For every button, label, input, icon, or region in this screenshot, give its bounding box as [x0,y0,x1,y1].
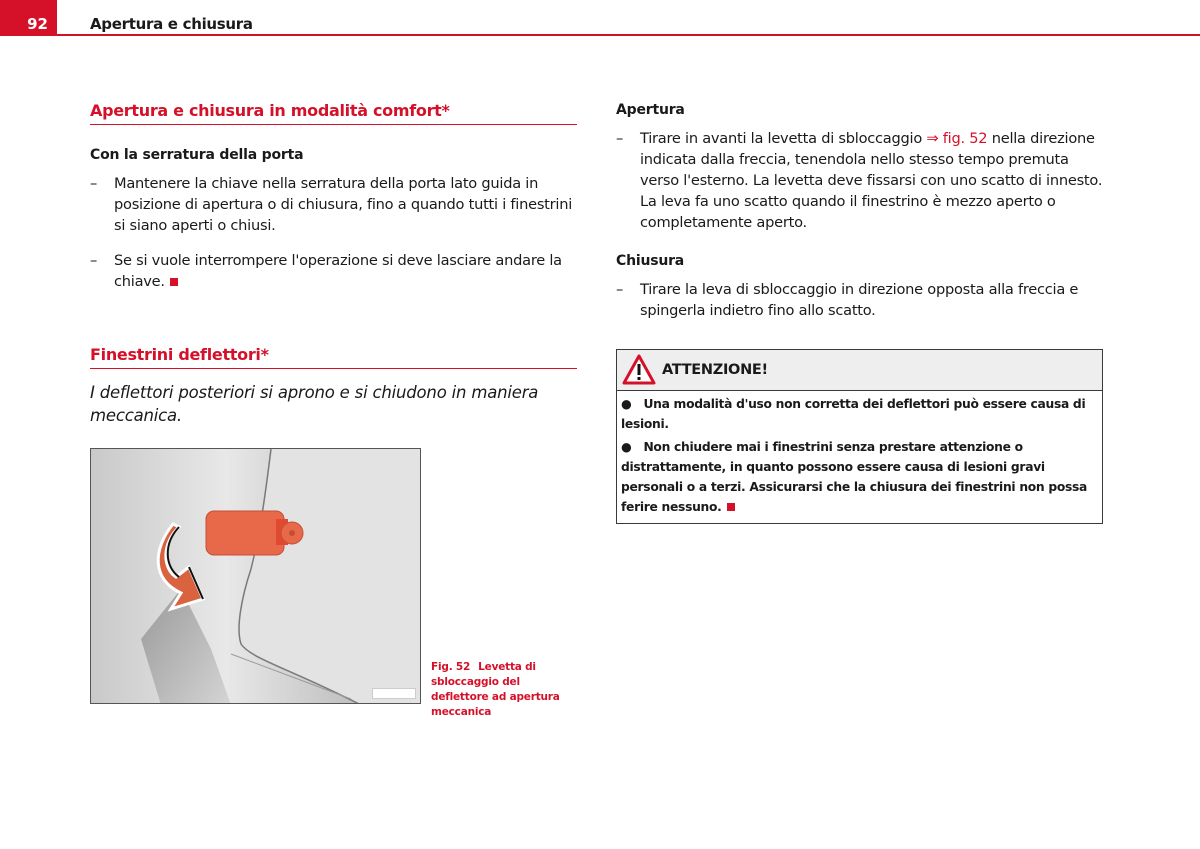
warning-item [621,394,1098,434]
warning-text: Non chiudere mai i finestrini senza prestare attenzione o distrattamente, in quanto possono essere causa di lesioni gravi personali o a terzi. Assicurarsi che la chiusura dei finestrini non possa ferire nessuno. [621,440,1088,514]
figure-52-illustration [90,448,421,704]
warning-triangle-icon [622,354,656,385]
dash-marker: – [616,130,624,147]
figure-caption-text: Levetta di sbloccaggio del deflettore ad apertura meccanica [431,661,560,718]
section-title-deflectors: Finestrini deflettori* [90,345,577,369]
figure-caption [431,660,577,720]
subtitle-chiusura: Chiusura [616,253,685,269]
warning-header [617,350,1102,391]
step-item [616,279,1103,321]
chapter-title: Apertura e chiusura [90,15,253,33]
figure-number: Fig. 52 [431,661,471,673]
figure-reference-link[interactable]: ⇒ fig. 52 [926,130,988,147]
bullet-icon: ● [621,397,632,411]
intro-text: I deflettori posteriori si aprono e si chiudono in maniera meccanica. [90,383,539,425]
subtitle-door-lock: Con la serratura della porta [90,147,304,163]
step-text: nella direzione indicata dalla freccia, tenendola nello stesso tempo premuta verso l'esterno. La levetta deve fissarsi con uno scatto di innesto. La leva fa uno scatto quando il finestrino è mezzo aperto o completamente aperto. [640,130,1103,231]
end-of-section-mark-icon [727,503,735,511]
step-text: Se si vuole interrompere l'operazione si deve lasciare andare la chiave. [114,252,562,290]
step-text: Tirare la leva di sbloccaggio in direzione opposta alla freccia e spingerla indietro fino allo scatto. [640,281,1079,319]
warning-box [616,349,1103,524]
dash-marker: – [90,252,98,269]
deflector-latch-illustration [91,449,421,704]
step-item [90,250,577,292]
header-divider [57,34,1200,36]
section-title-comfort: Apertura e chiusura in modalità comfort* [90,101,577,125]
step-text: Tirare in avanti la levetta di sbloccaggio [640,130,927,147]
warning-text: Una modalità d'uso non corretta dei deflettori può essere causa di lesioni. [621,397,1086,431]
warning-body [617,391,1102,523]
figure-reference-code [372,688,416,699]
dash-marker: – [90,175,98,192]
subtitle-apertura: Apertura [616,102,685,118]
step-text: Mantenere la chiave nella serratura della porta lato guida in posizione di apertura o di chiusura, fino a quando tutti i finestrini si siano aperti o chiusi. [114,175,573,234]
step-item [90,173,577,236]
bullet-icon: ● [621,440,632,454]
warning-title: ATTENZIONE! [662,362,768,378]
dash-marker: – [616,281,624,298]
page-number: 92 [0,0,57,36]
end-of-section-mark-icon [170,278,178,286]
warning-item [621,437,1098,517]
step-item [616,128,1103,233]
